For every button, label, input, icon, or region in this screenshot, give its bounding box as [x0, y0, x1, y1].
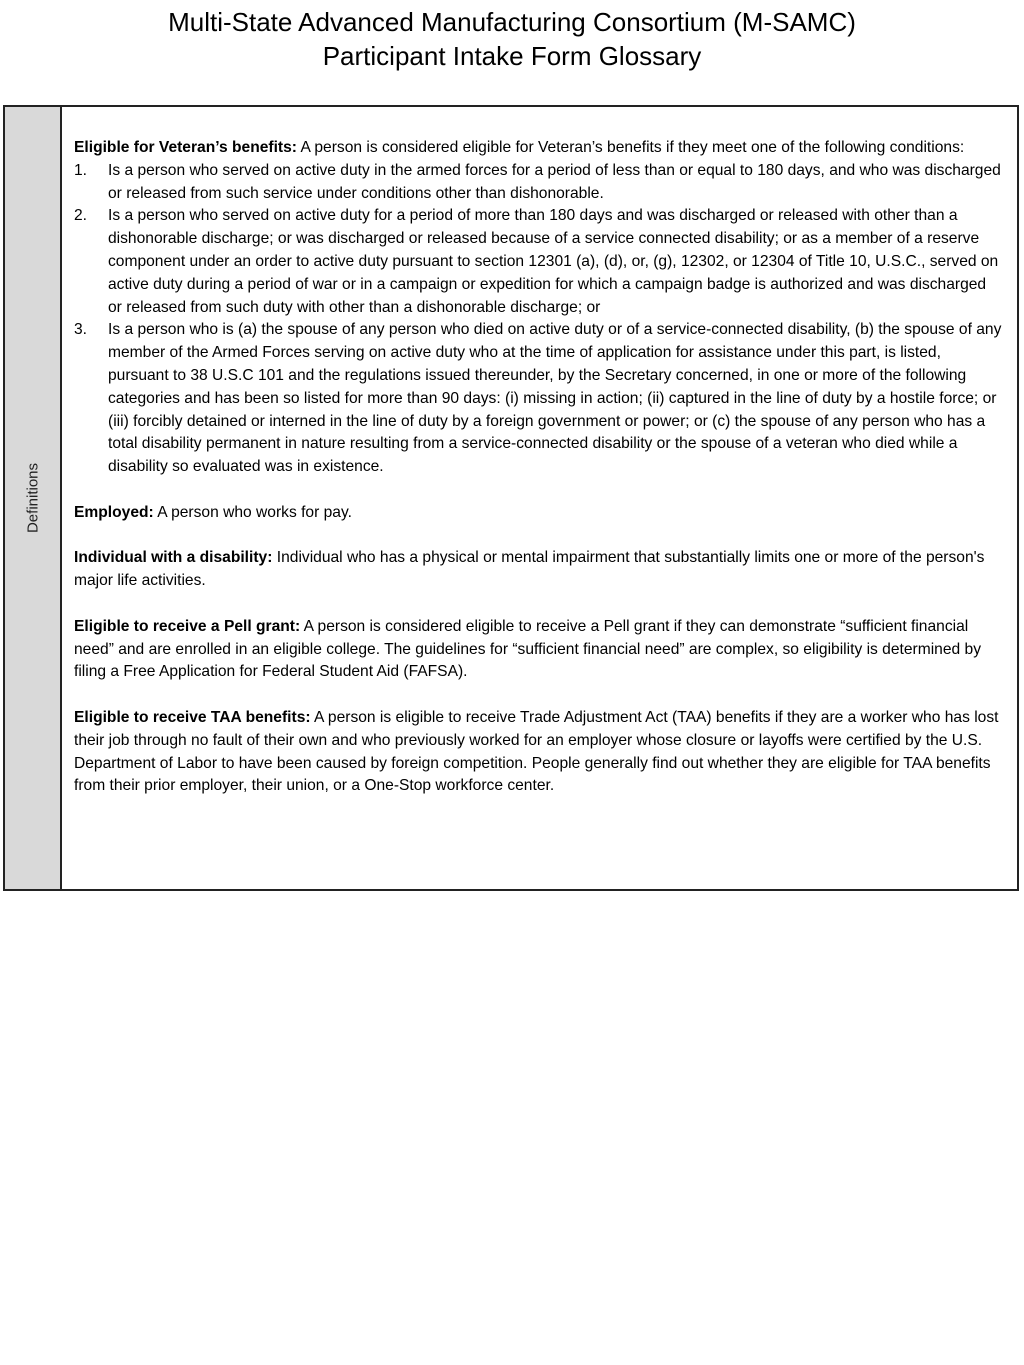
veteran-benefits-intro — [74, 137, 1003, 160]
condition-text: Is a person who served on active duty in the armed forces for a period of less than or equal to 180 days, and who was discharged or released from such service under conditions other than dishonorable. — [108, 161, 1001, 202]
veteran-benefits-term: Eligible for Veteran’s benefits: — [74, 139, 297, 156]
veteran-benefits-definition: A person is considered eligible for Veteran’s benefits if they meet one of the following conditions: — [300, 139, 965, 156]
glossary-content — [62, 107, 1017, 889]
veteran-conditions-list — [74, 160, 1003, 479]
glossary-entry-veteran-benefits — [74, 137, 1003, 479]
disability-term: Individual with a disability: — [74, 549, 273, 567]
definitions-side-label-text: Definitions — [24, 462, 41, 534]
condition-text: Is a person who is (a) the spouse of any person who died on active duty or of a service-connected disability, (b) the spouse of any member of the Armed Forces serving on active duty who at the time of application for assistance under this part, is listed, pursuant to 38 U.S.C 101 and the regulations issued thereunder, by the Secretary concerned, in one or more of the following categories and has been so listed for more than 90 days: (i) missing in action; (ii) captured in the line of duty by a hostile force; or (iii) forcibly detained or interned in the line of duty by a foreign government or power; or (c) the spouse of any person who has a total disability permanent in nature resulting from a service-connected disability or the spouse of a veteran who died while a disability so evaluated was in existence. — [108, 321, 1002, 476]
veteran-condition-item — [74, 160, 1003, 206]
glossary-entry-pell-grant — [74, 616, 1003, 684]
pell-grant-term: Eligible to receive a Pell grant: — [74, 617, 301, 635]
veteran-condition-item — [74, 205, 1003, 319]
disability-definition: Individual who has a physical or mental impairment that substantially limits one or more of the person's major life activities. — [74, 549, 985, 590]
taa-benefits-definition: A person is eligible to receive Trade Adjustment Act (TAA) benefits if they are a worker who has lost their job through no fault of their own and who previously worked for an employer whose closure or layoffs were certified by the U.S. Department of Labor to have been caused by foreign competition. People generally find out whether they are eligible for TAA benefits from their prior employer, their union, or a One-Stop workforce center. — [74, 708, 999, 795]
page-title-line-2: Participant Intake Form Glossary — [322, 41, 702, 71]
glossary-entry-employed — [74, 502, 1003, 525]
taa-benefits-term: Eligible to receive TAA benefits: — [74, 708, 311, 726]
page-title-line-1: Multi-State Advanced Manufacturing Consortium (M-SAMC) — [168, 7, 856, 37]
condition-number: 3. — [74, 321, 88, 339]
condition-number: 2. — [74, 207, 88, 225]
glossary-table — [3, 105, 1019, 891]
glossary-entry-individual-with-disability — [74, 547, 1003, 593]
condition-text: Is a person who served on active duty for a period of more than 180 days and was discharged or released with other than a dishonorable discharge; or was discharged or released because of a service connected disability; or as a member of a reserve component under an order to active duty pursuant to section 12301 (a), (d), or, (g), 12302, or 12304 of Title 10, U.S.C., served on active duty during a period of war or in a campaign or expedition for which a campaign badge is authorized and was discharged or released from such duty with other than a dishonorable discharge; or — [108, 207, 999, 316]
veteran-condition-item — [74, 319, 1003, 479]
glossary-entry-taa-benefits — [74, 707, 1003, 798]
pell-grant-definition: A person is considered eligible to receive a Pell grant if they can demonstrate “sufficient financial need” and are enrolled in an eligible college. The guidelines for “sufficient financial need” are complex, so eligibility is determined by filing a Free Application for Federal Student Aid (FAFSA). — [74, 617, 981, 681]
employed-term: Employed: — [74, 503, 154, 521]
page-title — [0, 5, 1024, 73]
definitions-side-label — [5, 107, 62, 889]
employed-definition: A person who works for pay. — [157, 503, 352, 521]
condition-number: 1. — [74, 161, 88, 179]
